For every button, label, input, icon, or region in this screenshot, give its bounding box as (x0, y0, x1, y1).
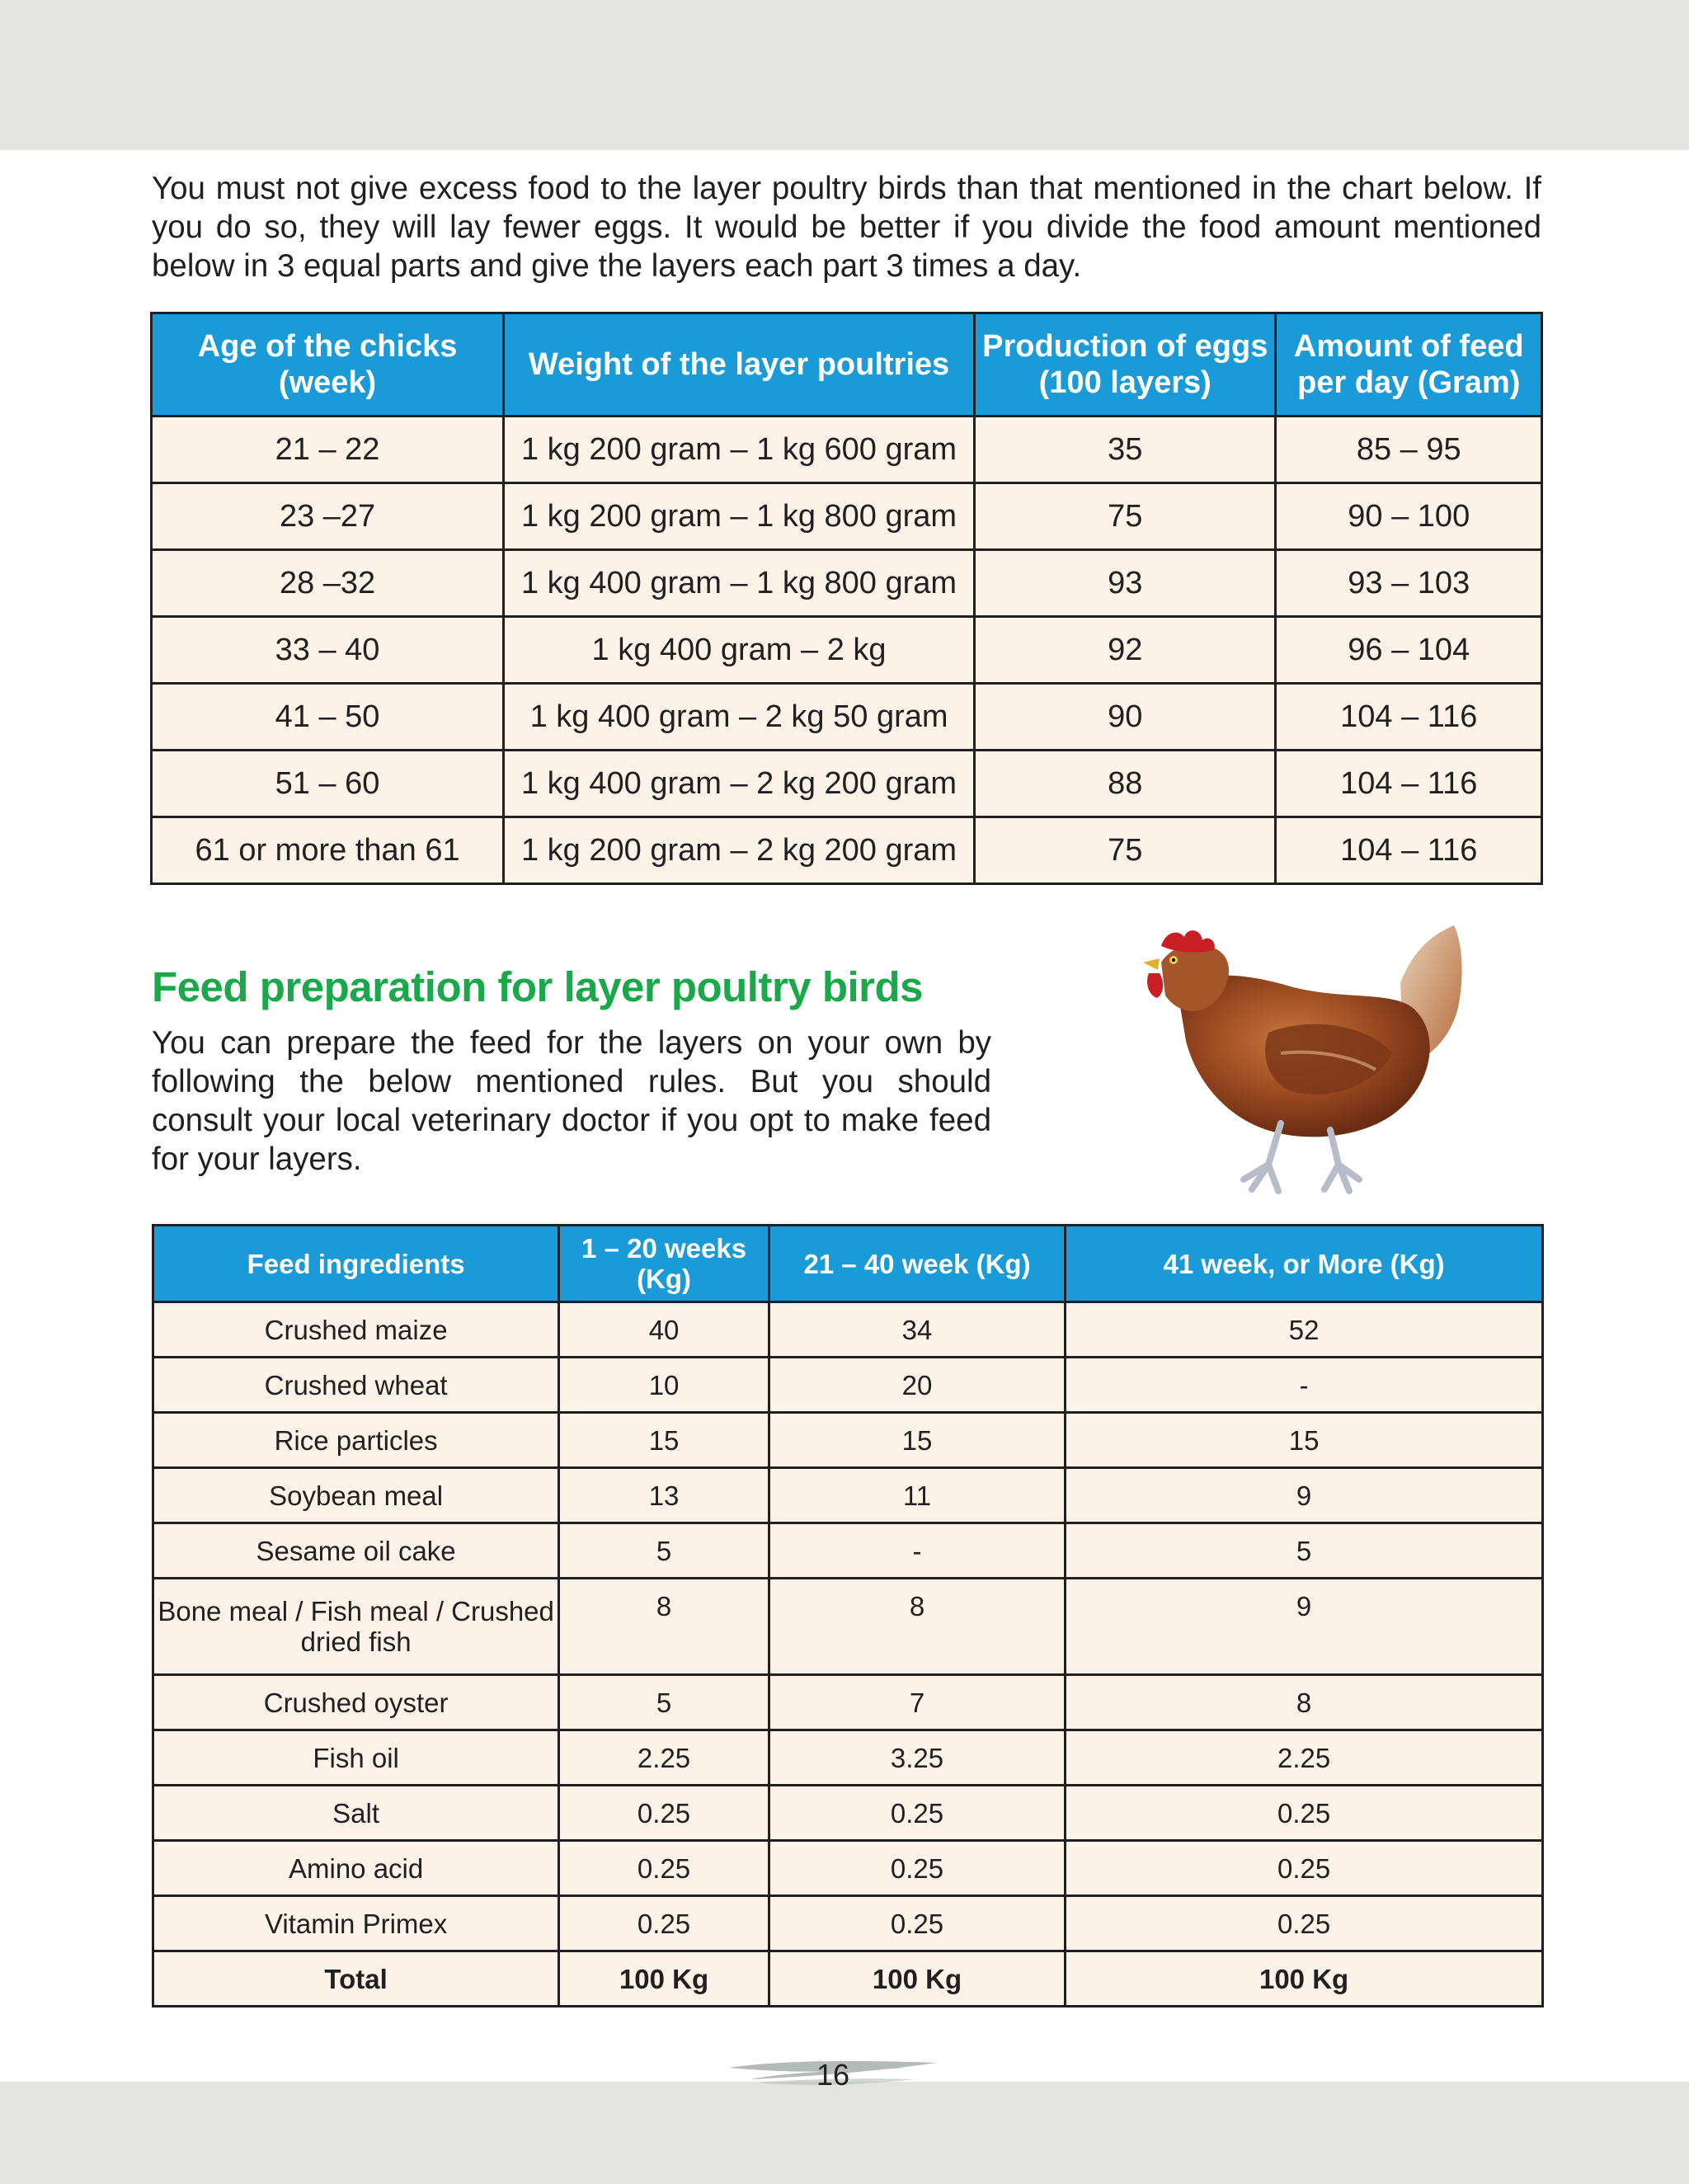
cell-kg: 5 (559, 1675, 769, 1730)
cell-ingredient: Bone meal / Fish meal / Crushed dried fish (153, 1579, 559, 1675)
page-number (726, 2051, 940, 2097)
cell-kg: 0.25 (769, 1841, 1065, 1896)
cell-kg: 34 (769, 1302, 1065, 1358)
table-row (153, 1413, 1543, 1468)
intro-paragraph: You must not give excess food to the layer poultry birds than that mentioned in the chart below. If you do so, they will lay fewer eggs. It would be better if you divide the food amount mentioned below in 3 equal parts and give the layers each part 3 times a day. (152, 171, 1541, 284)
header-41-weeks-more: 41 week, or More (Kg) (1066, 1226, 1543, 1302)
table-row (153, 1523, 1543, 1579)
cell-kg: 8 (559, 1579, 769, 1675)
feed-amount-table (150, 312, 1543, 885)
cell-eggs: 90 (974, 684, 1276, 751)
cell-kg: 5 (1066, 1523, 1543, 1579)
cell-ingredient: Rice particles (153, 1413, 559, 1468)
top-band (0, 0, 1689, 150)
table-header-row (153, 1226, 1543, 1302)
total-row (153, 1951, 1543, 2007)
table-row (152, 417, 1542, 483)
cell-kg: 52 (1066, 1302, 1543, 1358)
cell-kg: 0.25 (559, 1786, 769, 1841)
table-row (152, 684, 1542, 751)
hen-illustration (1128, 917, 1499, 1204)
cell-kg: 0.25 (1066, 1786, 1543, 1841)
cell-ingredient: Crushed maize (153, 1302, 559, 1358)
section-paragraph: You can prepare the feed for the layers on your own by following the below mentioned rules. But you should consult your local veterinary doctor if you opt to make feed for your layers. (152, 1025, 991, 1177)
table-row (152, 817, 1542, 884)
cell-age: 61 or more than 61 (152, 817, 504, 884)
cell-weight: 1 kg 200 gram – 2 kg 200 gram (504, 817, 975, 884)
cell-kg: 0.25 (769, 1896, 1065, 1951)
cell-eggs: 92 (974, 617, 1276, 684)
cell-feed: 93 – 103 (1276, 550, 1542, 617)
table-row (153, 1675, 1543, 1730)
section-title: Feed preparation for layer poultry birds (152, 963, 924, 1010)
cell-ingredient: Fish oil (153, 1730, 559, 1786)
cell-weight: 1 kg 400 gram – 1 kg 800 gram (504, 550, 975, 617)
cell-kg: 11 (769, 1468, 1065, 1523)
header-eggs: Production of eggs (100 layers) (974, 313, 1276, 417)
table-header-row (152, 313, 1542, 417)
header-ingredients: Feed ingredients (153, 1226, 559, 1302)
header-1-20-weeks: 1 – 20 weeks (Kg) (559, 1226, 769, 1302)
table-row (152, 550, 1542, 617)
table-row (153, 1358, 1543, 1413)
table-row (152, 483, 1542, 550)
cell-feed: 90 – 100 (1276, 483, 1542, 550)
header-age: Age of the chicks (week) (152, 313, 504, 417)
cell-age: 33 – 40 (152, 617, 504, 684)
cell-kg: 3.25 (769, 1730, 1065, 1786)
cell-kg: 15 (769, 1413, 1065, 1468)
cell-kg: 13 (559, 1468, 769, 1523)
cell-age: 41 – 50 (152, 684, 504, 751)
table-row (153, 1468, 1543, 1523)
cell-feed: 104 – 116 (1276, 817, 1542, 884)
cell-kg: 8 (1066, 1675, 1543, 1730)
cell-total: 100 Kg (769, 1951, 1065, 2007)
cell-eggs: 93 (974, 550, 1276, 617)
cell-kg: 40 (559, 1302, 769, 1358)
cell-kg: 2.25 (559, 1730, 769, 1786)
cell-age: 23 –27 (152, 483, 504, 550)
cell-feed: 104 – 116 (1276, 684, 1542, 751)
cell-ingredient: Sesame oil cake (153, 1523, 559, 1579)
table-row (153, 1841, 1543, 1896)
cell-ingredient: Amino acid (153, 1841, 559, 1896)
cell-total-label: Total (153, 1951, 559, 2007)
table-row (153, 1302, 1543, 1358)
cell-eggs: 88 (974, 751, 1276, 817)
cell-ingredient: Crushed wheat (153, 1358, 559, 1413)
table-row (153, 1896, 1543, 1951)
cell-age: 21 – 22 (152, 417, 504, 483)
cell-kg: - (769, 1523, 1065, 1579)
cell-kg: 0.25 (1066, 1841, 1543, 1896)
cell-age: 51 – 60 (152, 751, 504, 817)
table-row (152, 617, 1542, 684)
cell-weight: 1 kg 400 gram – 2 kg 200 gram (504, 751, 975, 817)
cell-weight: 1 kg 200 gram – 1 kg 600 gram (504, 417, 975, 483)
cell-eggs: 35 (974, 417, 1276, 483)
cell-ingredient: Soybean meal (153, 1468, 559, 1523)
cell-ingredient: Vitamin Primex (153, 1896, 559, 1951)
header-21-40-weeks: 21 – 40 week (Kg) (769, 1226, 1065, 1302)
cell-total: 100 Kg (1066, 1951, 1543, 2007)
feed-ingredients-table (152, 1224, 1544, 2007)
table-row (153, 1730, 1543, 1786)
header-weight: Weight of the layer poultries (504, 313, 975, 417)
table-row (153, 1579, 1543, 1675)
cell-kg: 0.25 (559, 1841, 769, 1896)
cell-feed: 85 – 95 (1276, 417, 1542, 483)
cell-feed: 104 – 116 (1276, 751, 1542, 817)
cell-ingredient: Salt (153, 1786, 559, 1841)
cell-feed: 96 – 104 (1276, 617, 1542, 684)
cell-kg: 9 (1066, 1468, 1543, 1523)
cell-age: 28 –32 (152, 550, 504, 617)
cell-kg: 10 (559, 1358, 769, 1413)
page-number-text: 16 (816, 2058, 850, 2092)
cell-kg: 15 (559, 1413, 769, 1468)
cell-total: 100 Kg (559, 1951, 769, 2007)
cell-weight: 1 kg 400 gram – 2 kg (504, 617, 975, 684)
cell-kg: 9 (1066, 1579, 1543, 1675)
cell-kg: 0.25 (1066, 1896, 1543, 1951)
cell-kg: 5 (559, 1523, 769, 1579)
cell-ingredient: Crushed oyster (153, 1675, 559, 1730)
cell-kg: 0.25 (559, 1896, 769, 1951)
header-feed: Amount of feed per day (Gram) (1276, 313, 1542, 417)
cell-weight: 1 kg 400 gram – 2 kg 50 gram (504, 684, 975, 751)
cell-kg: 7 (769, 1675, 1065, 1730)
cell-kg: - (1066, 1358, 1543, 1413)
cell-kg: 20 (769, 1358, 1065, 1413)
cell-weight: 1 kg 200 gram – 1 kg 800 gram (504, 483, 975, 550)
table-row (152, 751, 1542, 817)
cell-kg: 0.25 (769, 1786, 1065, 1841)
cell-kg: 2.25 (1066, 1730, 1543, 1786)
cell-kg: 8 (769, 1579, 1065, 1675)
cell-eggs: 75 (974, 817, 1276, 884)
cell-kg: 15 (1066, 1413, 1543, 1468)
table-row (153, 1786, 1543, 1841)
cell-eggs: 75 (974, 483, 1276, 550)
